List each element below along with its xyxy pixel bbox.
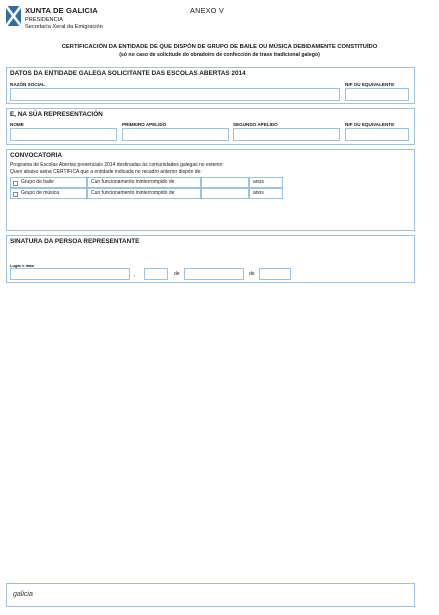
month-field[interactable] bbox=[184, 268, 244, 280]
second-surname-field[interactable] bbox=[233, 128, 340, 141]
xunta-logo-icon bbox=[6, 6, 21, 26]
annex-label: ANEXO V bbox=[190, 6, 225, 15]
convocatoria-certify-text: Quen abaixo asina CERTIFICA que a entidade indicada no recadro anterior dispón de: bbox=[10, 169, 202, 175]
galicia-logo-text: galicia bbox=[13, 591, 33, 598]
dance-group-label: Grupo de baile bbox=[21, 179, 54, 185]
org-name: XUNTA DE GALICIA bbox=[25, 6, 98, 15]
second-surname-label: SEGUNDO APELIDO bbox=[233, 122, 278, 127]
department: PRESIDENCIA bbox=[25, 17, 63, 23]
entity-nif-label: NIF OU EQUIVALENTE bbox=[345, 82, 395, 87]
entity-nif-field[interactable] bbox=[345, 88, 409, 101]
document-subtitle: (só no caso de solicitude do obradoiro de confección de traxe tradicional galego) bbox=[119, 52, 320, 58]
footer-bar bbox=[6, 583, 415, 607]
comma-separator: , bbox=[134, 272, 136, 278]
representative-nif-label: NIF OU EQUIVALENTE bbox=[345, 122, 395, 127]
entity-section bbox=[6, 67, 415, 104]
place-date-label: Lugar e data bbox=[10, 263, 34, 268]
convocatoria-title: CONVOCATORIA bbox=[10, 152, 62, 159]
sub-department: Secretaría Xeral da Emigración bbox=[25, 24, 103, 30]
galicia-logo bbox=[13, 591, 33, 598]
dance-group-checkbox[interactable] bbox=[13, 181, 18, 186]
music-group-label: Grupo de música bbox=[21, 190, 60, 196]
document-title: CERTIFICACIÓN DA ENTIDADE DE QUE DISPÓN DE GRUPO DE BAILE OU MÚSICA DEBIDAMENTE CONSTITUÍDO bbox=[61, 44, 378, 50]
music-group-years-unit: anos bbox=[249, 188, 283, 199]
music-group-description: Cun funcionamento ininterrompido de bbox=[87, 188, 201, 199]
entity-section-title: DATOS DA ENTIDADE GALEGA SOLICITANTE DAS ESCOLAS ABERTAS 2014 bbox=[10, 70, 246, 77]
de-separator-1: de bbox=[174, 271, 180, 277]
music-group-years-field[interactable] bbox=[201, 188, 249, 199]
place-field[interactable] bbox=[10, 268, 130, 280]
music-group-checkbox[interactable] bbox=[13, 192, 18, 197]
convocatoria-section bbox=[6, 149, 415, 231]
option-cell-music-group bbox=[10, 188, 87, 199]
representative-nif-field[interactable] bbox=[345, 128, 409, 141]
option-cell-dance-group bbox=[10, 177, 87, 188]
convocatoria-program-text: Programa de Escolas Abertas presenciais 2014 destinadas ás comunidades galegas no exterior bbox=[10, 162, 223, 168]
first-surname-field[interactable] bbox=[122, 128, 229, 141]
first-surname-label: PRIMEIRO APELIDO bbox=[122, 122, 167, 127]
razon-social-field[interactable] bbox=[10, 88, 340, 101]
dance-group-description: Cun funcionamento ininterrompido de bbox=[87, 177, 201, 188]
razon-social-label: RAZÓN SOCIAL bbox=[10, 82, 45, 87]
dance-group-years-field[interactable] bbox=[201, 177, 249, 188]
name-label: NOME bbox=[10, 122, 24, 127]
de-separator-2: de bbox=[249, 271, 255, 277]
representative-section-title: E, NA SÚA REPRESENTACIÓN bbox=[10, 111, 103, 118]
representative-section bbox=[6, 108, 415, 145]
day-field[interactable] bbox=[144, 268, 168, 280]
signature-section bbox=[6, 235, 415, 283]
name-field[interactable] bbox=[10, 128, 117, 141]
dance-group-years-unit: anos bbox=[249, 177, 283, 188]
year-field[interactable] bbox=[259, 268, 291, 280]
signature-title: SINATURA DA PERSOA REPRESENTANTE bbox=[10, 238, 140, 245]
